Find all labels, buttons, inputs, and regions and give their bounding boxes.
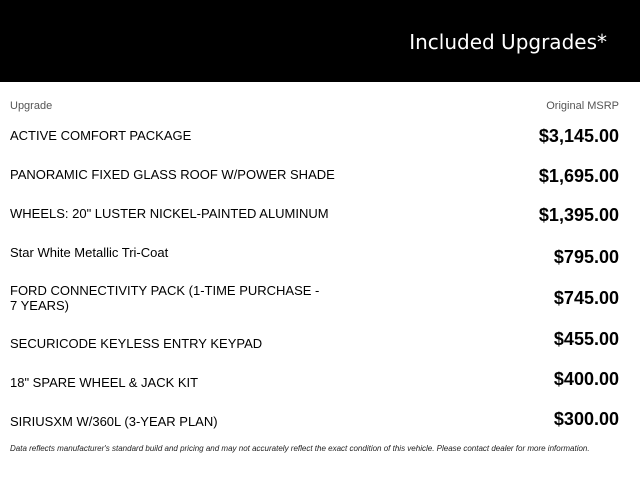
upgrade-name: WHEELS: 20" LUSTER NICKEL-PAINTED ALUMINUM — [10, 206, 329, 221]
upgrade-price: $300.00 — [553, 409, 619, 429]
upgrade-name: 18" SPARE WHEEL & JACK KIT — [10, 375, 199, 390]
header-bar — [0, 0, 640, 82]
upgrade-price: $455.00 — [553, 329, 619, 349]
upgrade-price: $400.00 — [553, 369, 619, 389]
upgrade-price: $795.00 — [553, 247, 619, 267]
disclaimer-text: Data reflects manufacturer's standard build and pricing and may not accurately reflect the exact condition of this vehicle. Please contact dealer for more information. — [10, 444, 590, 453]
upgrade-name: Star White Metallic Tri-Coat — [10, 245, 169, 260]
upgrade-name: ACTIVE COMFORT PACKAGE — [10, 128, 192, 143]
column-header-upgrade: Upgrade — [10, 100, 53, 112]
upgrade-price: $745.00 — [553, 288, 619, 308]
upgrade-name: SIRIUSXM W/360L (3-YEAR PLAN) — [10, 414, 218, 429]
upgrade-name: PANORAMIC FIXED GLASS ROOF W/POWER SHADE — [10, 167, 335, 182]
upgrade-price: $1,695.00 — [538, 166, 619, 186]
page-title: Included Upgrades* — [409, 30, 607, 54]
upgrade-price: $1,395.00 — [538, 205, 619, 225]
upgrade-name: FORD CONNECTIVITY PACK (1-TIME PURCHASE - 7 YEARS) — [10, 283, 320, 313]
upgrade-price: $3,145.00 — [538, 126, 619, 146]
column-header-msrp: Original MSRP — [546, 100, 619, 112]
upgrade-name: SECURICODE KEYLESS ENTRY KEYPAD — [10, 336, 263, 351]
